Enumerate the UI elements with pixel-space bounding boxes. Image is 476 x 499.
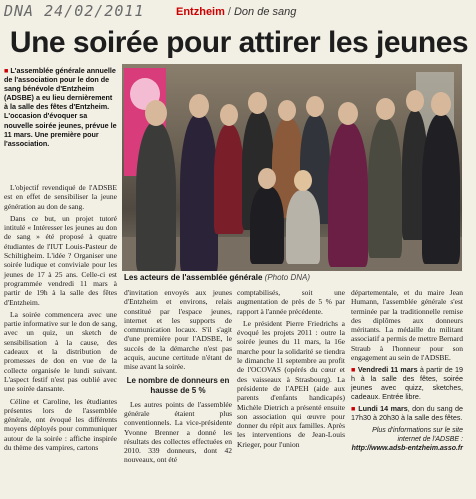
handwritten-date-note: DNA 24/02/2011 [4, 2, 145, 20]
photo-person [136, 122, 176, 271]
article-column-1 [4, 183, 117, 455]
photo-person [250, 186, 284, 264]
column-2-paragraph: d'invitation envoyés aux jeunes d'Entzheim et environs, relais constitué par l'espace jeunes, internet et les supports de communication locaux. S'il s'agit d'une première pour l'ADSBE, le succès de la démarche n'est pas acquis, aucune certitude n'étant de mise avant la soirée. [124, 288, 232, 372]
agenda-title: Lundi 14 mars [358, 404, 408, 414]
article-headline: Une soirée pour attirer les jeunes [9, 26, 469, 59]
column-4-paragraph: départementale, et du maire Jean Humann, l'assemblée générale s'est terminée par la traditionnelle remise des diplômes aux donneurs méritants. La médaille du militant associatif a permis de mettre Bernard Straub à l'honneur pour son engagement au sein de l'ADSBE. [351, 288, 463, 363]
section-header [176, 6, 296, 18]
intro-marker-icon: ■ [4, 66, 9, 75]
agenda-bullet-icon: ■ [351, 404, 356, 414]
photo-person [180, 114, 218, 271]
website-link[interactable]: http://www.adsb-entzheim.asso.fr [351, 445, 463, 453]
photo-person [328, 122, 368, 267]
group-photo [122, 64, 462, 271]
photo-caption-text: Les acteurs de l'assemblée générale [124, 273, 263, 282]
photo-person-head [294, 170, 312, 191]
more-info [351, 426, 463, 453]
agenda-item [351, 365, 463, 401]
more-info-label: Plus d'informations sur le site internet de l'ADSBE : [372, 427, 463, 444]
header-place: Entzheim [176, 6, 225, 18]
photo-person [286, 190, 320, 264]
article-column-3 [237, 288, 345, 452]
agenda-title: Vendredi 11 mars [357, 365, 418, 375]
column-1-paragraph: La soirée commencera avec une partie informative sur le don de sang, avec un quiz, un sketch de sensibilisation à la cause, des cadeaux et la distribution de promesses de don en vue de la collecte organisée le lundi suivant. L'aspect festif n'est pas oublié avec une soirée dansante. [4, 309, 117, 394]
photo-person-head [189, 94, 209, 118]
header-topic: Don de sang [233, 6, 297, 18]
column-1-paragraph: L'objectif revendiqué de l'ADSBE est en effet de sensibiliser la jeune génération au don de sang. [4, 183, 117, 211]
photo-person-head [258, 168, 276, 189]
photo-person-head [376, 98, 395, 120]
photo-person-head [338, 102, 358, 125]
intro-text: L'assemblée générale annuelle de l'association pour le don de sang bénévole d'Entzheim (ADSBE) a eu lieu dernièrement à la salle des fêtes d'Entzheim. L'occasion d'évoquer sa nouvelle soirée jeunes, prévue le 11 mars. Une première pour l'association. [4, 66, 117, 148]
photo-credit: (Photo DNA) [264, 273, 311, 282]
photo-person [422, 114, 460, 264]
photo-person-head [306, 96, 324, 117]
article-subhead: Le nombre de donneurs en hausse de 5 % [126, 375, 230, 395]
header-separator: / [227, 6, 231, 18]
article-column-2 [124, 288, 232, 468]
photo-person-head [248, 92, 267, 114]
photo-person-head [278, 100, 296, 121]
photo-person-head [431, 92, 451, 116]
photo-person [214, 124, 244, 234]
agenda-detail: , don du sang de 17h30 à 20h30 à la salle des fêtes. [351, 404, 463, 423]
agenda-item [351, 404, 463, 422]
photo-person-head [406, 90, 424, 112]
photo-caption [124, 273, 464, 282]
photo-person [368, 118, 402, 258]
article-intro [4, 66, 118, 148]
agenda-detail: à partir de 19 h à la salle des fêtes, soirée jeunes avec quizz, sketches, cadeaux. Entrée libre. [351, 365, 464, 402]
article-column-4 [351, 288, 463, 453]
column-2-paragraph: Les autres points de l'assemblée générale étaient plus conventionnels. La vice-présidente Yvonne Brenner a donné les résultats des collectes effectuées en 2010. 339 donneurs, dont 42 nouveaux, ont été [124, 399, 232, 465]
column-1-paragraph: Céline et Caroline, les étudiantes présentes lors de l'assemblée générale, ont évoqué les différents moyens déployés pour communiquer autour de la soirée : affiche inspirée du thème des vampires, cartons [4, 396, 117, 453]
column-3-paragraph: Le président Pierre Friedrichs a évoqué les projets 2011 : outre la soirée jeunes du 11 mars, la 16e marche pour la solidarité se tiendra le dimanche 11 septembre au profit de l'OCOVAS (opérés du cœur et des vaisseaux à Strasbourg). La présidente de l'APEH (aide aux parents d'enfants handicapés) Michèle Dietrich a présenté ensuite son association qui œuvre pour donner du répit aux familles. Après les interventions de Jean-Louis Krieger, pour l'union [237, 318, 345, 449]
column-3-paragraph: comptabilisés, soit une augmentation de près de 5 % par rapport à l'année précédente. [237, 288, 345, 316]
photo-person-head [220, 104, 238, 126]
column-1-paragraph: Dans ce but, un projet tutoré intitulé « Intéresser les jeunes au don de sang » été proposé à quatre étudiantes de l'IUT Louis-Pasteur de Schiltigheim. L'idée ? Organiser une soirée ludique et conviviale pour les jeunes de 17 à 25 ans. Celle-ci est programmée vendredi 11 mars à partir de 19h à la salle des fêtes d'Entzheim. [4, 213, 117, 307]
agenda-bullet-icon: ■ [351, 365, 356, 375]
photo-person-head [145, 100, 167, 126]
